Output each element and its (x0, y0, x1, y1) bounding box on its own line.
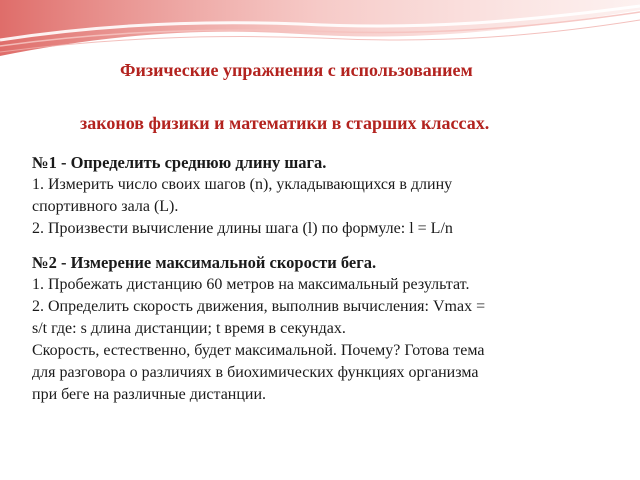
exercise-2-step-1: 1. Пробежать дистанцию 60 метров на максимальный результат. (32, 276, 470, 293)
exercise-1-heading: №1 - Определить среднюю длину шага. (32, 153, 327, 172)
exercise-2-note-line-2: для разговора о различиях в биохимических функциях организма (32, 364, 479, 381)
exercise-1-step-2: 2. Произвести вычисление длины шага (l) по формуле: l = L/n (32, 220, 453, 237)
slide-body (32, 152, 622, 406)
exercise-2-step-2-line-1: 2. Определить скорость движения, выполнив вычисления: Vmax = (32, 298, 486, 315)
exercise-2-note-line-3: при беге на различные дистанции. (32, 386, 267, 403)
exercise-2-heading: №2 - Измерение максимальной скорости бега. (32, 253, 377, 272)
exercise-1-step-1-line-2: спортивного зала (L). (32, 198, 179, 215)
exercise-2-note-line-1: Скорость, естественно, будет максимальной. Почему? Готова тема (32, 342, 485, 359)
slide-title-line-2: законов физики и математики в старших классах. (80, 113, 490, 133)
spacer (32, 240, 622, 252)
exercise-1-step-1-line-1: 1. Измерить число своих шагов (n), укладывающихся в длину (32, 176, 453, 193)
decorative-wave (0, 0, 640, 60)
slide-title-line-1: Физические упражнения с использованием (120, 60, 473, 80)
exercise-2-step-2-line-2: s/t где: s длина дистанции; t время в секундах. (32, 320, 346, 337)
